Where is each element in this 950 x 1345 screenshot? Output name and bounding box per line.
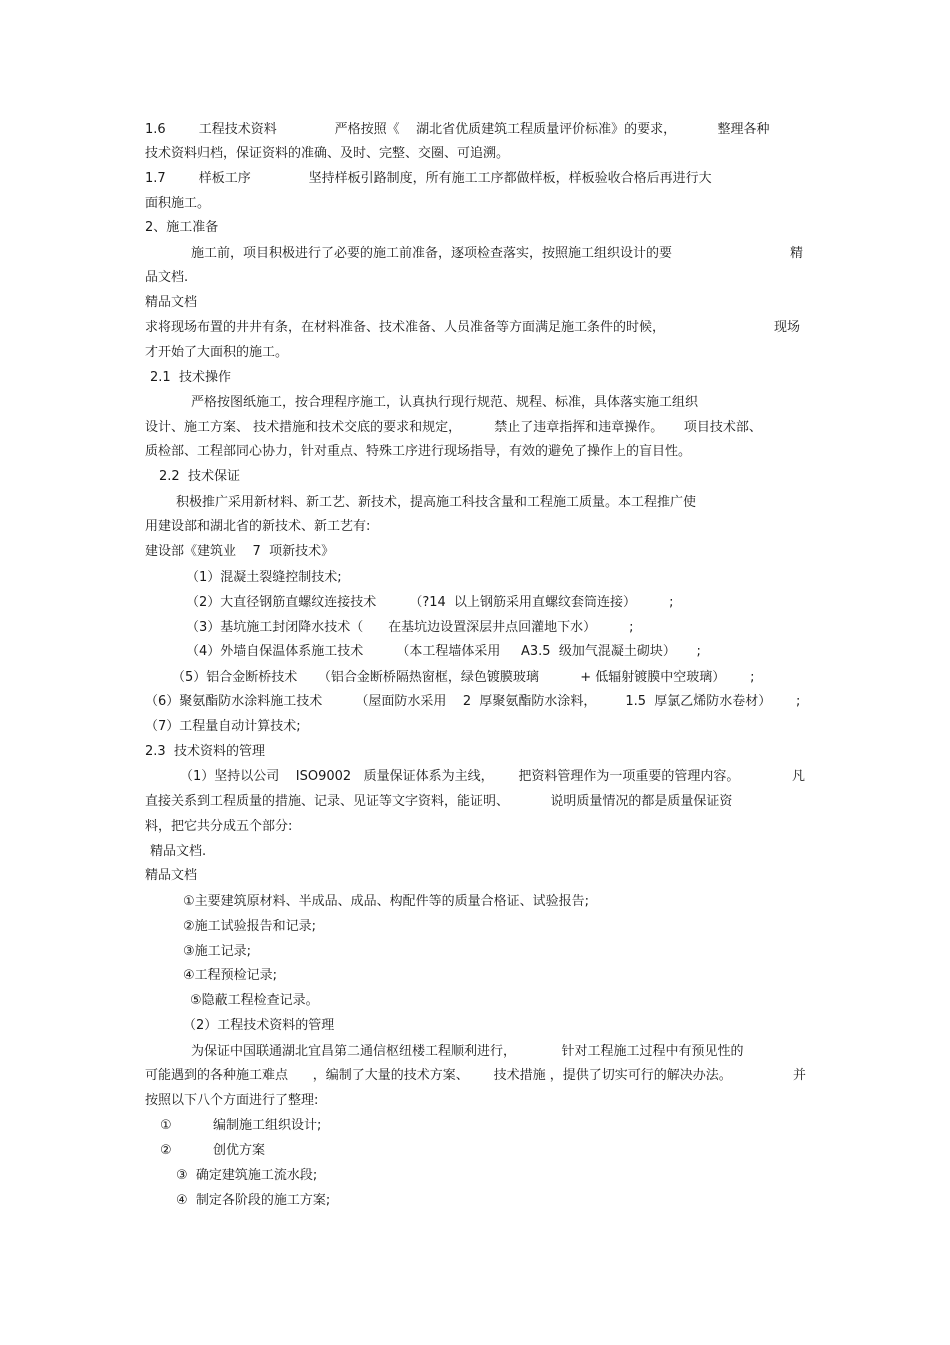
list-item: ③ 确定建筑施工流水段; bbox=[176, 1168, 318, 1183]
list-item: （6）聚氨酯防水涂料施工技术 （屋面防水采用 2 厚聚氨酯防水涂料， 1.5 厚氯乙烯防水卷材） ; bbox=[145, 694, 801, 709]
text-line: 料，把它共分成五个部分: bbox=[145, 819, 293, 834]
list-item: （7）工程量自动计算技术; bbox=[145, 719, 301, 734]
list-item: ④ 制定各阶段的施工方案; bbox=[176, 1193, 331, 1208]
list-item: ②施工试验报告和记录; bbox=[183, 919, 317, 934]
text-line: 设计、施工方案、 技术措施和技术交底的要求和规定， 禁止了违章指挥和违章操作。 项目技术部、 bbox=[145, 420, 762, 435]
text-line: 按照以下八个方面进行了整理: bbox=[145, 1093, 319, 1108]
text-line: 求将现场布置的井井有条，在材料准备、技术准备、人员准备等方面满足施工条件的时候， bbox=[145, 320, 666, 335]
watermark-text: 精品文档. bbox=[150, 844, 207, 859]
text-line: 1.7 样板工序 坚持样板引路制度，所有施工工序都做样板，样板验收合格后再进行大 bbox=[145, 171, 712, 186]
list-item: （5）铝合金断桥技术 （铝合金断桥隔热窗框，绿色镀膜玻璃 + 低辐射镀膜中空玻璃） ; bbox=[172, 670, 755, 685]
text-line: 并 bbox=[793, 1068, 807, 1083]
list-item: ② 创优方案 bbox=[160, 1143, 265, 1158]
section-heading: 2、施工准备 bbox=[145, 220, 219, 235]
text-line: （1）坚持以公司 ISO9002 质量保证体系为主线， 把资料管理作为一项重要的管理内容。 bbox=[180, 769, 740, 784]
text-line: 精 bbox=[790, 246, 804, 261]
text-line: 可能遇到的各种施工难点 ，编制了大量的技术方案、 技术措施 ，提供了切实可行的解决办法。 bbox=[145, 1068, 732, 1083]
section-heading: 2.1 技术操作 bbox=[150, 370, 231, 385]
text-line: （2）工程技术资料的管理 bbox=[183, 1018, 335, 1033]
text-line: 面积施工。 bbox=[145, 196, 211, 211]
section-heading: 2.3 技术资料的管理 bbox=[145, 744, 265, 759]
list-item: （4）外墙自保温体系施工技术 （本工程墙体采用 A3.5 级加气混凝土砌块） ; bbox=[186, 644, 701, 659]
text-line: 严格按图纸施工，按合理程序施工，认真执行现行规范、规程、标准，具体落实施工组织 bbox=[191, 395, 699, 410]
list-item: （3）基坑施工封闭降水技术（ 在基坑边设置深层井点回灌地下水） ; bbox=[186, 620, 634, 635]
watermark-text: 精品文档 bbox=[145, 295, 198, 310]
text-line: 积极推广采用新材料、新工艺、新技术，提高施工科技含量和工程施工质量。本工程推广使 bbox=[176, 495, 697, 510]
text-line: 直接关系到工程质量的措施、记录、见证等文字资料，能证明、 说明质量情况的都是质量保证资 bbox=[145, 794, 733, 809]
text-line: 才开始了大面积的施工。 bbox=[145, 345, 289, 360]
watermark-text: 品文档. bbox=[145, 270, 189, 285]
text-line: 质检部、工程部同心协力，针对重点、特殊工序进行现场指导，有效的避免了操作上的盲目性。 bbox=[145, 444, 692, 459]
text-line: 1.6 工程技术资料 严格按照《 湖北省优质建筑工程质量评价标准》的要求， 整理各种 bbox=[145, 122, 770, 137]
text-line: 技术资料归档，保证资料的准确、及时、完整、交圈、可追溯。 bbox=[145, 146, 510, 161]
list-item: （2）大直径钢筋直螺纹连接技术 （?14 以上钢筋采用直螺纹套筒连接） ; bbox=[186, 595, 674, 610]
list-item: ① 编制施工组织设计; bbox=[160, 1118, 322, 1133]
section-heading: 2.2 技术保证 bbox=[159, 469, 240, 484]
text-line: 用建设部和湖北省的新技术、新工艺有: bbox=[145, 519, 371, 534]
text-line: 为保证中国联通湖北宜昌第二通信枢纽楼工程顺利进行， 针对工程施工过程中有预见性的 bbox=[191, 1044, 744, 1059]
text-line: 凡 bbox=[792, 769, 806, 784]
watermark-text: 精品文档 bbox=[145, 868, 198, 883]
list-item: ③施工记录; bbox=[183, 944, 252, 959]
list-item: ④工程预检记录; bbox=[183, 968, 278, 983]
text-line: 施工前，项目积极进行了必要的施工前准备，逐项检查落实，按照施工组织设计的要 bbox=[191, 246, 673, 261]
list-item: ⑤隐蔽工程检查记录。 bbox=[190, 993, 319, 1008]
list-item: （1）混凝土裂缝控制技术; bbox=[186, 570, 342, 585]
text-line: 现场 bbox=[774, 320, 801, 335]
list-item: ①主要建筑原材料、半成品、成品、构配件等的质量合格证、试验报告; bbox=[183, 894, 590, 909]
text-line: 建设部《建筑业 7 项新技术》 bbox=[145, 544, 335, 559]
